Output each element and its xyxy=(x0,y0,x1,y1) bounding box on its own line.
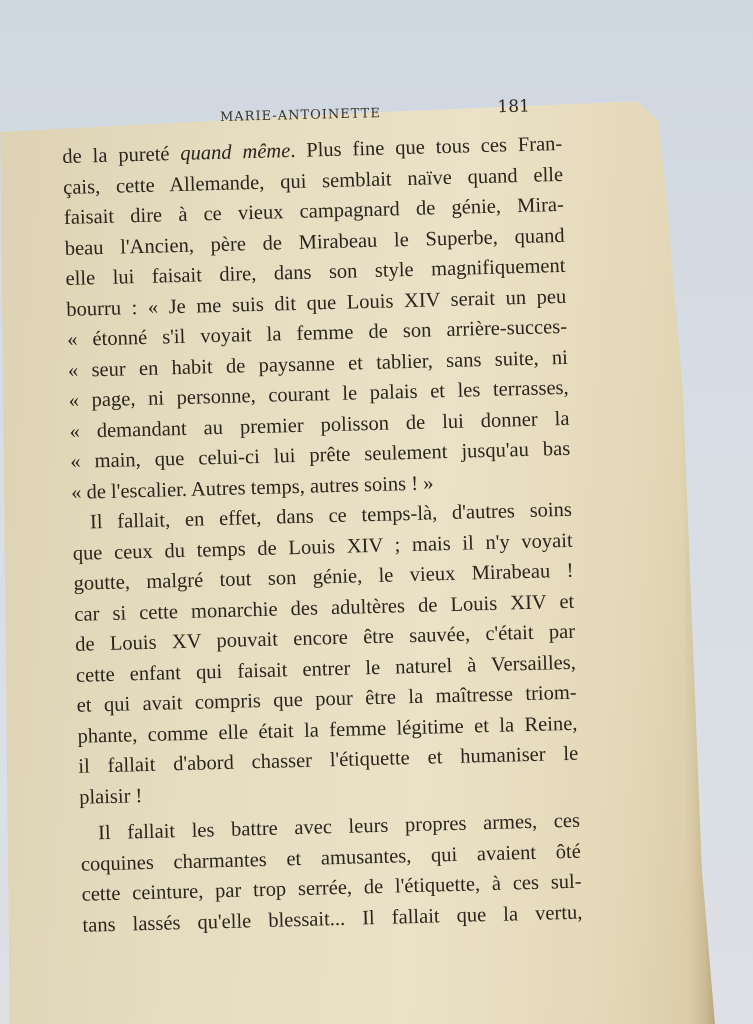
text-line-17: de Louis XV pouvait encore être sauvée, c'était par xyxy=(74,620,576,656)
text-line-21: il fallait d'abord chasser l'étiquette et humaniser le xyxy=(78,742,579,778)
text-line-16: car si cette monarchie des adultères de Louis XIV et xyxy=(74,590,575,626)
text-line-7: « étonné s'il voyait la femme de son arrière-succes- xyxy=(66,315,568,351)
text-line-4: beau l'Ancien, père de Mirabeau le Superbe, quand xyxy=(64,224,565,260)
text-line-10: « demandant au premier polisson de lui donner la xyxy=(69,407,570,443)
text-line-24: coquines charmantes et amusantes, qui avaient ôté xyxy=(80,840,582,876)
text-line-13: Il fallait, en effet, dans ce temps-là, d'autres soins xyxy=(89,498,573,534)
text-line-15: goutte, malgré tout son génie, le vieux Mirabeau ! xyxy=(73,559,574,595)
text-line-9: « page, ni personne, courant le palais et les terrasses, xyxy=(68,376,569,412)
text-line-25: cette ceinture, par trop serrée, de l'étiquette, à ces sul- xyxy=(81,870,582,906)
text-line-19: et qui avait compris que pour être la maîtresse triom- xyxy=(76,681,577,717)
text-line-12: « de l'escalier. Autres temps, autres soins ! » xyxy=(70,471,434,504)
text-line-6: bourru : « Je me suis dit que Louis XIV serait un peu xyxy=(66,285,567,321)
text-line-1: de la pureté quand même. Plus fine que tous ces Fran- xyxy=(62,132,563,168)
text-line-2: çais, cette Allemande, qui semblait naïve quand elle xyxy=(62,163,564,199)
text-line-23: Il fallait les battre avec leurs propres armes, ces xyxy=(97,809,581,845)
italic-phrase: quand même xyxy=(180,140,291,165)
running-head: MARIE-ANTOINETTE xyxy=(219,106,382,125)
page-edge-shadow xyxy=(678,101,718,1024)
text-line-11: « main, que celui-ci lui prête seulement jusqu'au bas xyxy=(70,437,571,473)
text-line-3: faisait dire à ce vieux campagnard de génie, Mira- xyxy=(63,193,565,229)
page-number: 181 xyxy=(497,96,531,118)
text-line-20: phante, comme elle était la femme légitime et la Reine, xyxy=(77,712,578,748)
text-line-26: tans lassés qu'elle blessait... Il fallait que la vertu, xyxy=(82,901,583,937)
text-line-22: plaisir ! xyxy=(78,784,143,809)
text-line-14: que ceux du temps de Louis XIV ; mais il n'y voyait xyxy=(72,529,573,565)
body-text xyxy=(62,129,583,941)
text-line-8: « seur en habit de paysanne et tablier, sans suite, ni xyxy=(67,346,569,382)
text-line-18: cette enfant qui faisait entrer le naturel à Versailles, xyxy=(75,651,577,687)
text-line-5: elle lui faisait dire, dans son style magnifiquement xyxy=(65,254,566,290)
